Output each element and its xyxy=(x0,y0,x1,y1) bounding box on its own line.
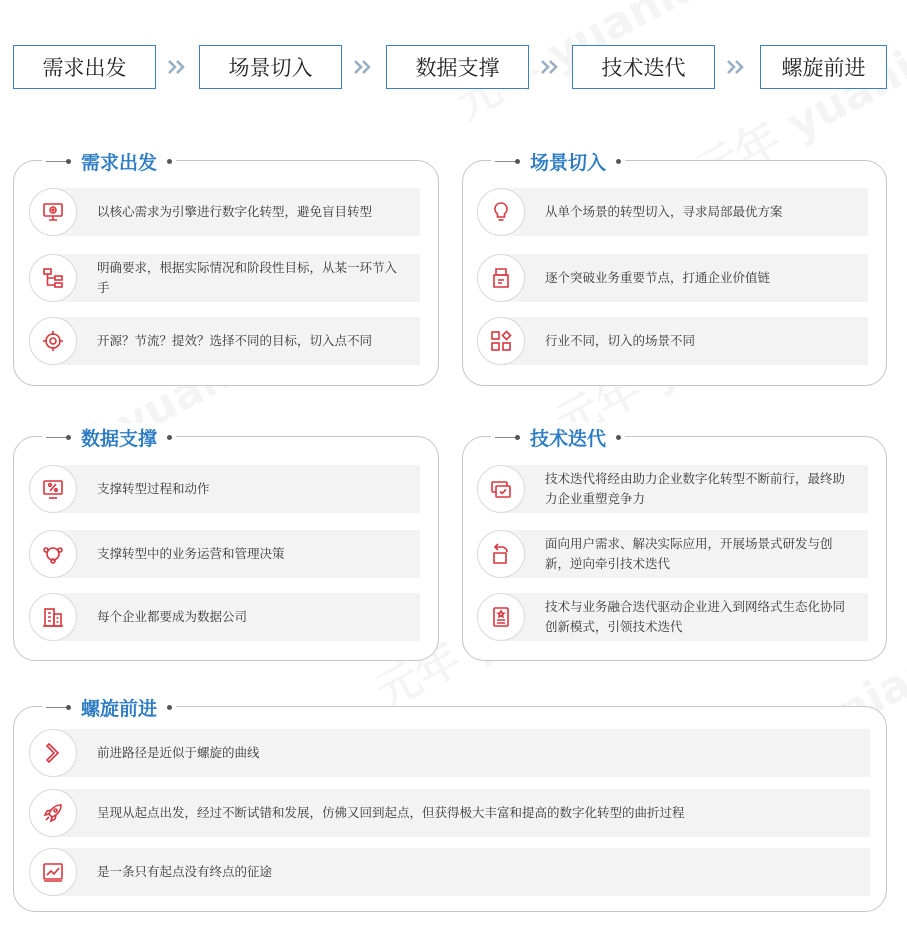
title-dot xyxy=(616,159,621,164)
list-item xyxy=(477,530,868,578)
lightbulb-icon xyxy=(477,188,525,236)
card-tech xyxy=(462,427,887,661)
item-text: 支撑转型过程和动作 xyxy=(97,481,210,496)
building-icon xyxy=(29,593,77,641)
card-title-text: 场景切入 xyxy=(530,151,607,174)
list-item xyxy=(29,530,420,578)
item-text: 行业不同，切入的场景不同 xyxy=(545,333,696,348)
item-text: 技术迭代将经由助力企业数字化转型不断前行，最终助力企业重塑竞争力 xyxy=(545,471,846,506)
card-data xyxy=(13,427,439,661)
flow-step-scene: 场景切入 xyxy=(199,45,342,89)
item-text: 支撑转型中的业务运营和管理决策 xyxy=(97,546,285,561)
card-title xyxy=(491,147,625,175)
title-dot xyxy=(66,435,71,440)
card-title xyxy=(42,147,176,175)
flow-step-data: 数据支撑 xyxy=(386,45,529,89)
card-title xyxy=(42,423,176,451)
item-text: 以核心需求为引擎进行数字化转型，避免盲目转型 xyxy=(97,204,373,219)
hierarchy-icon xyxy=(29,254,77,302)
return-arrow-icon xyxy=(477,530,525,578)
monitor-percent-icon xyxy=(29,465,77,513)
title-dot xyxy=(167,435,172,440)
chevron-right-icon xyxy=(29,729,77,777)
title-dot xyxy=(167,705,172,710)
flow-step-demand: 需求出发 xyxy=(13,45,156,89)
card-title-text: 螺旋前进 xyxy=(81,697,158,720)
item-text: 技术与业务融合迭代驱动企业进入到网络式生态化协同创新模式，引领技术迭代 xyxy=(545,599,846,634)
card-scene xyxy=(462,151,887,386)
title-dot xyxy=(167,159,172,164)
card-title-text: 技术迭代 xyxy=(530,427,607,450)
double-chevron-icon xyxy=(539,56,561,78)
flow-step-spiral: 螺旋前进 xyxy=(760,45,887,89)
list-item xyxy=(477,188,868,236)
item-text: 明确要求，根据实际情况和阶段性目标，从某一环节入手 xyxy=(97,260,398,295)
item-text: 开源？节流？提效？选择不同的目标，切入点不同 xyxy=(97,333,373,348)
card-title xyxy=(42,693,176,721)
card-title-text: 需求出发 xyxy=(81,151,158,174)
list-item xyxy=(29,729,870,777)
card-title-text: 数据支撑 xyxy=(81,427,158,450)
title-line xyxy=(495,437,515,438)
item-text: 是一条只有起点没有终点的征途 xyxy=(97,864,273,879)
cards-check-icon xyxy=(477,465,525,513)
list-item xyxy=(477,254,868,302)
item-text: 呈现从起点出发，经过不断试错和发展，仿佛又回到起点，但获得极大丰富和提高的数字化转型的曲折过程 xyxy=(97,805,685,820)
item-text: 每个企业都要成为数据公司 xyxy=(97,609,248,624)
title-dot xyxy=(616,435,621,440)
list-item xyxy=(29,465,420,513)
grid-apps-icon xyxy=(477,317,525,365)
double-chevron-icon xyxy=(166,56,188,78)
title-line xyxy=(495,161,515,162)
certificate-icon xyxy=(477,593,525,641)
double-chevron-icon xyxy=(725,56,747,78)
flow-step-tech: 技术迭代 xyxy=(572,45,715,89)
list-item xyxy=(29,593,420,641)
title-line xyxy=(46,707,66,708)
list-item xyxy=(477,317,868,365)
card-demand xyxy=(13,151,439,386)
list-item xyxy=(29,789,870,837)
card-spiral xyxy=(13,697,887,912)
title-dot xyxy=(66,159,71,164)
list-item xyxy=(29,254,420,302)
item-text: 面向用户需求、解决实际应用，开展场景式研发与创新，逆向牵引技术迭代 xyxy=(545,536,833,571)
line-chart-icon xyxy=(29,848,77,896)
document-icon xyxy=(477,254,525,302)
monitor-target-icon xyxy=(29,188,77,236)
title-dot xyxy=(515,435,520,440)
item-text: 从单个场景的转型切入，寻求局部最优方案 xyxy=(545,204,783,219)
list-item xyxy=(29,848,870,896)
network-icon xyxy=(29,530,77,578)
list-item xyxy=(477,465,868,513)
list-item xyxy=(29,317,420,365)
title-dot xyxy=(515,159,520,164)
crosshair-icon xyxy=(29,317,77,365)
list-item xyxy=(29,188,420,236)
title-line xyxy=(46,161,66,162)
card-title xyxy=(491,423,625,451)
title-dot xyxy=(66,705,71,710)
list-item xyxy=(477,593,868,641)
rocket-icon xyxy=(29,789,77,837)
double-chevron-icon xyxy=(352,56,374,78)
process-flow xyxy=(0,0,907,110)
title-line xyxy=(46,437,66,438)
item-text: 前进路径是近似于螺旋的曲线 xyxy=(97,745,260,760)
item-text: 逐个突破业务重要节点，打通企业价值链 xyxy=(545,270,771,285)
